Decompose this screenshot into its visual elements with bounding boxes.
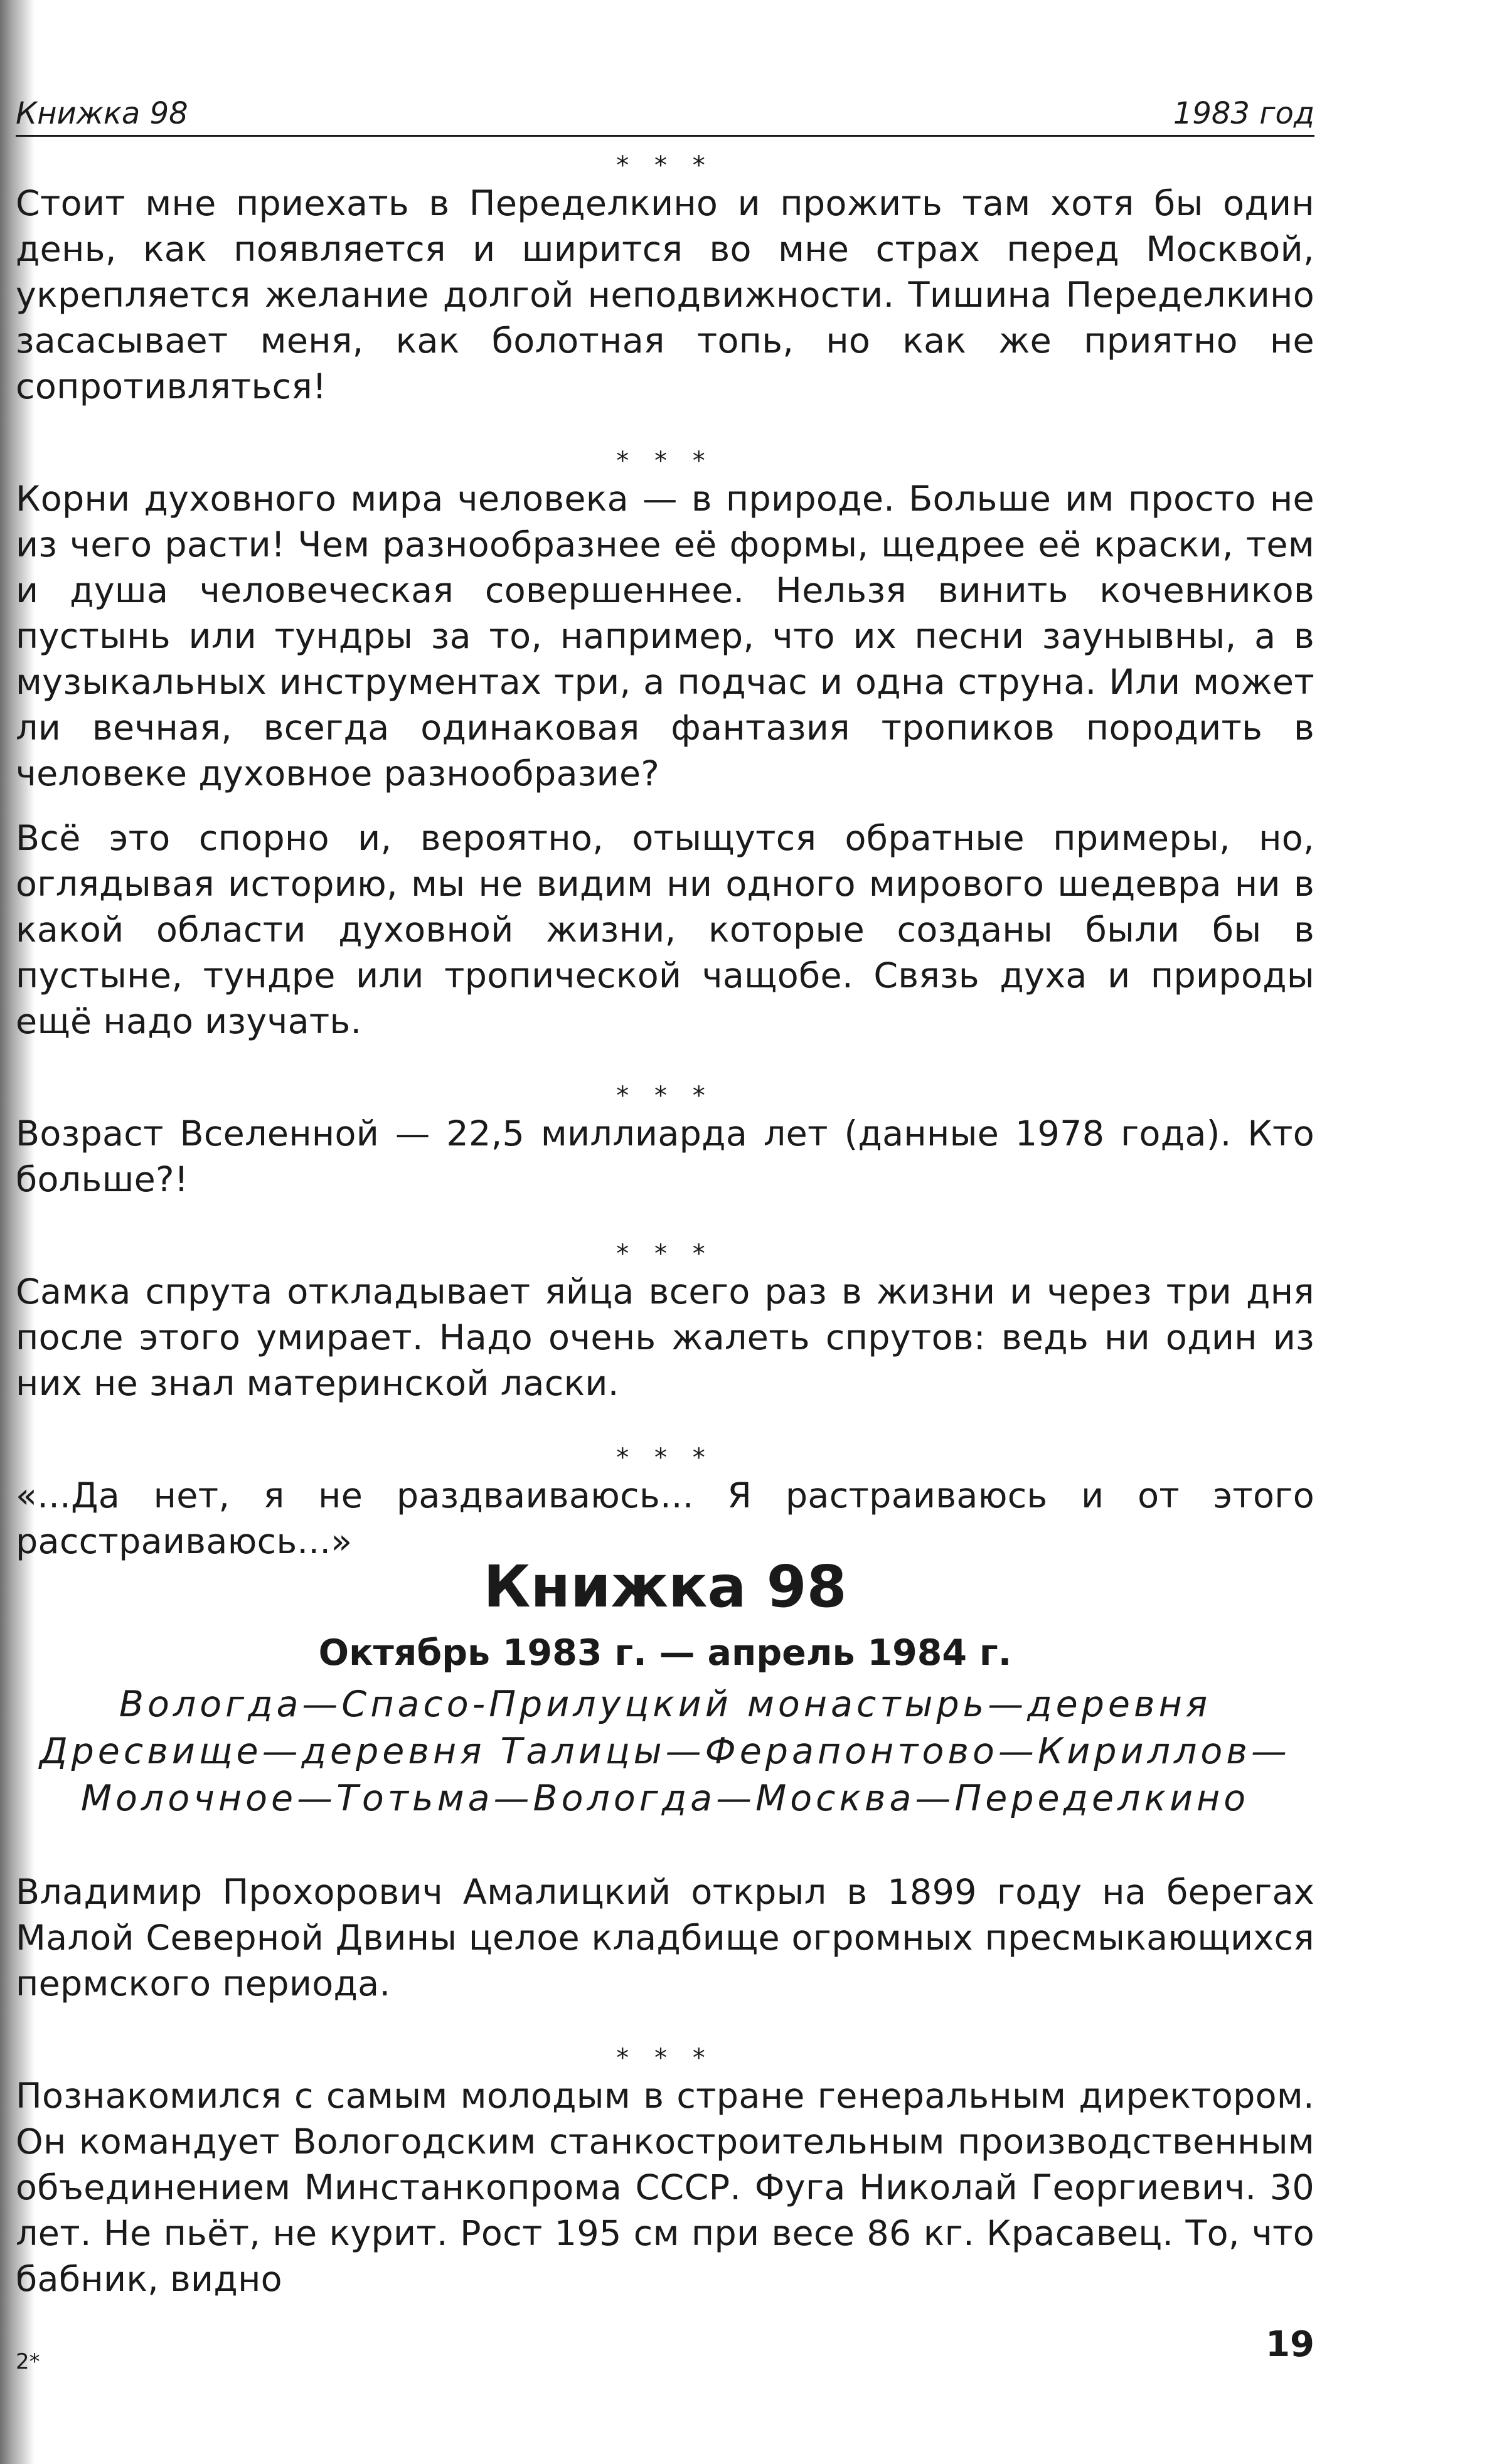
section-separator: * * * <box>616 1240 714 1268</box>
signature-mark: 2* <box>16 2349 40 2374</box>
section-separator: * * * <box>616 447 714 475</box>
chapter-dates: Октябрь 1983 г. — апрель 1984 г. <box>318 1632 1012 1674</box>
entry-paragraph: Самка спрута откладывает яйца всего раз в жизни и через три дня после этого умирает. Надо очень жалеть спрутов: ведь ни один из них не знал материнской ласки. <box>16 1272 1314 1404</box>
running-header <box>16 91 1314 137</box>
book-page <box>16 0 1314 2464</box>
header-year: 1983 год <box>1173 96 1314 131</box>
section-separator: * * * <box>616 1443 714 1472</box>
section-separator: * * * <box>616 2044 714 2073</box>
chapter-route-line: Дресвище—деревня Талицы—Ферапонтово—Кириллов— <box>40 1731 1291 1772</box>
entry-paragraph: Корни духовного мира человека — в природе. Больше им просто не из чего расти! Чем разнообразнее её формы, щедрее её краски, тем и душа человеческая совершеннее. Нельзя винить кочевников пустынь или тундры за то, например, что их песни заунывны, а в музыкальных инструментах три, а подчас и одна струна. Или может ли вечная, всегда одинаковая фантазия тропиков породить в человеке духовное разнообразие? <box>16 479 1314 794</box>
entry-paragraph: Владимир Прохорович Амалицкий открыл в 1899 году на берегах Малой Северной Двины целое кладбище огромных пресмыкающихся пермского периода. <box>16 1872 1314 2004</box>
entry-paragraph: Всё это спорно и, вероятно, отыщутся обратные примеры, но, оглядывая историю, мы не видим ни одного мирового шедевра ни в какой области духовной жизни, которые созданы были бы в пустыне, тундре или тропической чащобе. Связь духа и природы ещё надо изучать. <box>16 818 1314 1042</box>
page-number: 19 <box>1266 2324 1314 2365</box>
chapter-route-line: Вологда—Спасо-Прилуцкий монастырь—деревня <box>119 1684 1212 1725</box>
entry-paragraph: Познакомился с самым молодым в стране генеральным директором. Он командует Вологодским станкостроительным производственным объединением Минстанкопрома СССР. Фуга Николай Георгиевич. 30 лет. Не пьёт, не курит. Рост 195 см при весе 86 кг. Красавец. То, что бабник, видно <box>16 2076 1314 2300</box>
chapter-heading <box>16 1549 1314 1822</box>
entry-paragraph: Возраст Вселенной — 22,5 миллиарда лет (данные 1978 года). Кто больше?! <box>16 1113 1314 1200</box>
entry-paragraph: «...Да нет, я не раздваиваюсь... Я растраиваюсь и от этого расстраиваюсь...» <box>16 1475 1314 1562</box>
chapter-entries-section <box>16 1869 1314 2302</box>
entry-paragraph: Стоит мне приехать в Переделкино и прожить там хотя бы один день, как появляется и ширится во мне страх перед Москвой, укрепляется желание долгой неподвижности. Тишина Переделкино засасывает меня, как болотная топь, но как же приятно не сопротивляться! <box>16 183 1314 407</box>
chapter-route-line: Молочное—Тотьма—Вологда—Москва—Переделкино <box>80 1778 1250 1819</box>
section-separator: * * * <box>616 1081 714 1110</box>
chapter-title: Книжка 98 <box>483 1553 847 1620</box>
section-separator: * * * <box>616 151 714 180</box>
header-book-title: Книжка 98 <box>16 96 188 131</box>
entries-section <box>16 151 1314 1564</box>
